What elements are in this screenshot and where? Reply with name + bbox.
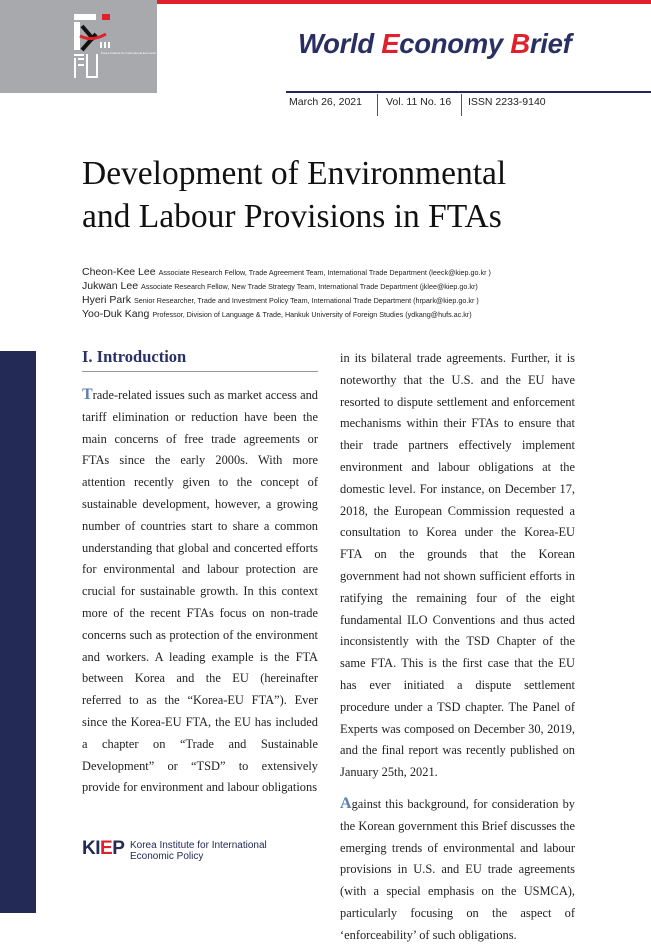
issn: ISSN 2233-9140 [468,96,546,108]
paragraph-1: Trade-related issues such as market access and tariff elimination or reduction have been the main concerns of free trade agreements or FTAs since the early 2000s. With more attention recently given to the concept of sustainable development, however, a growing number of countries start to share a common understanding that global and concerted efforts for environmental and labour protection are crucial for sustainable growth. In this context more of the recent FTAs focus on non-trade concerns such as protection of the environment and workers. A leading example is the FTA between Korea and the EU (hereinafter referred to as the “Korea-EU FTA”). Ever since the Korea-EU FTA, the EU has included a chapter on “Trade and Sustainable Development” or “TSD” to extensively provide for environment and labour obligations [82,386,318,795]
institute-name: Korea Institute for International Economic Policy [130,840,267,862]
drop-cap: T [82,386,93,403]
title-line-1: Development of Environmental [82,155,507,192]
title-line-2: and Labour Provisions in FTAs [82,198,502,235]
section-heading: I. Introduction [82,347,187,366]
author-4: Yoo-Duk Kang Professor, Division of Language & Trade, Hankuk University of Foreign Studies (ydkang@hufs.ac.kr) [82,308,472,320]
author-1: Cheon-Kee Lee Associate Research Fellow, Trade Agreement Team, International Trade Department (leeck@kiep.go.kr ) [82,266,491,278]
author-3: Hyeri Park Senior Researcher, Trade and Investment Policy Team, International Trade Department (hrpark@kiep.go.kr ) [82,294,479,306]
drop-cap: A [340,794,352,812]
paragraph-1-continued: in its bilateral trade agreements. Further, it is noteworthy that the U.S. and the EU have resorted to dispute settlement and enforcement mechanisms within their FTAs to ensure that their trade partners effectively implement environment and labour obligations at the domestic level. For instance, on December 17, 2018, the European Commission requested a consultation to Korea under the Korea-EU FTA on the grounds that the Korean government had not shown sufficient efforts in ratifying the remaining four of the eight fundamental ILO Conventions and thus acted inconsistently with the TSD Chapter of the same FTA. This is the first case that the EU has ever initiated a dispute settlement procedure under a TSD chapter. The Panel of Experts was composed on December 30, 2019, and the final report was recently published on January 25th, 2021. [340,351,575,780]
paragraph-2: Against this background, for consideration by the Korean government this Brief discusses the emerging trends of environmental and labour provisions in U.S. and EU trade agreements (with a special emphasis on the USMCA), particularly focusing on the aspect of ‘enforceability’ of such obligations. [340,794,575,942]
body-column-left [82,384,318,799]
publication-brand: World Economy Brief [298,28,572,59]
left-navy-bar [0,351,36,913]
page-title [82,152,622,238]
header-rule [286,91,651,93]
issue-volume: Vol. 11 No. 16 [386,96,452,108]
section-rule [82,371,318,372]
issue-date: March 26, 2021 [289,96,362,108]
svg-text:Korea Institute for Internatio: Korea Institute for International Economic Policy [101,51,165,55]
author-2: Jukwan Lee Associate Research Fellow, New Trade Strategy Team, International Trade Department (jklee@kiep.go.kr) [82,280,478,292]
top-red-rule [157,0,651,4]
meta-divider [377,94,378,116]
kiep-logo: KIEP [82,838,125,859]
kiep-emblem-logo [72,12,165,82]
meta-divider [461,94,462,116]
body-column-right [340,348,575,947]
